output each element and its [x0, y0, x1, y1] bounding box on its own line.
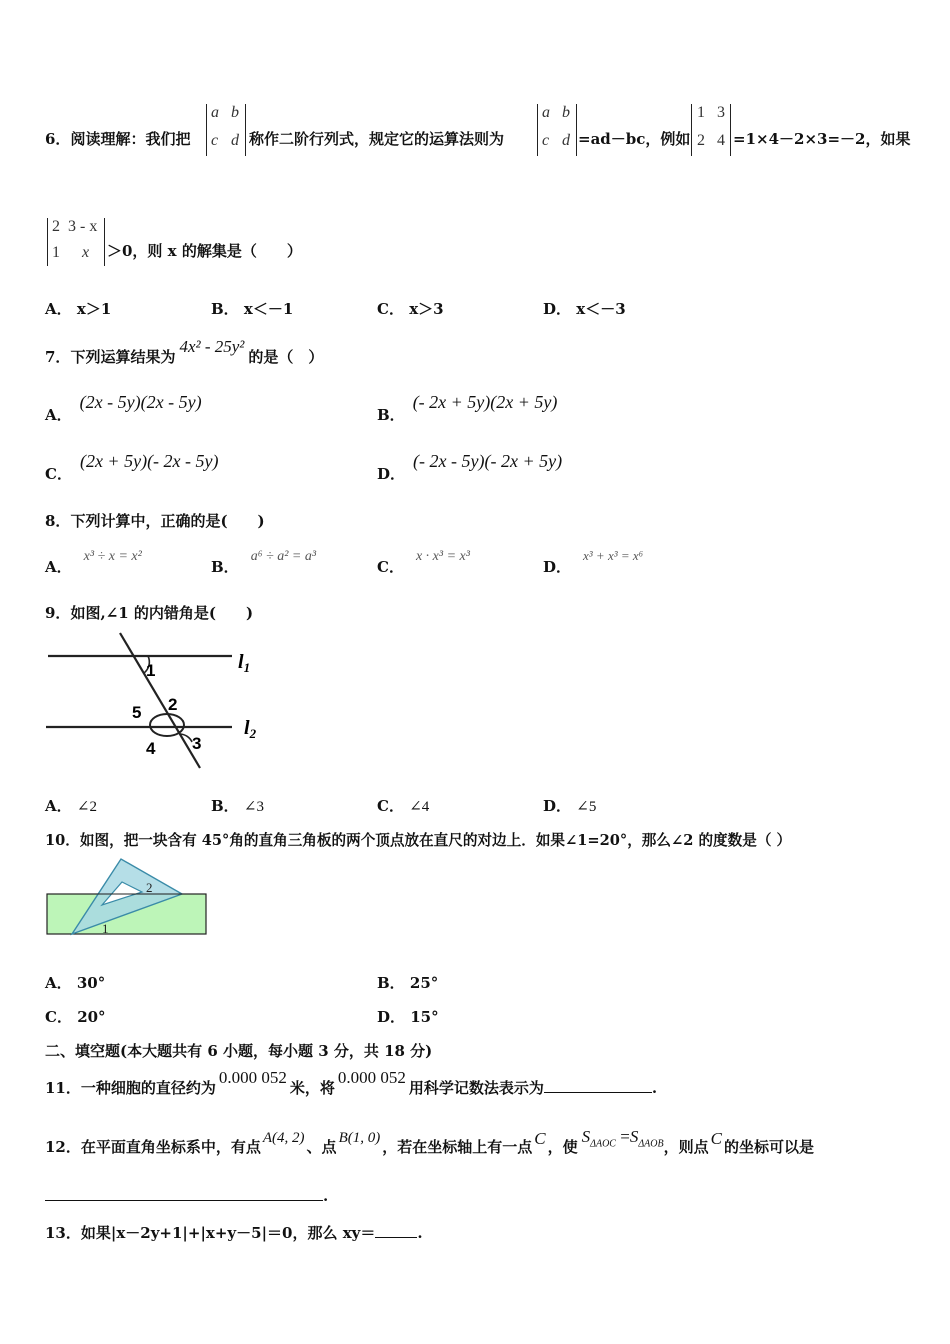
q12-answer-line: .: [45, 1186, 328, 1205]
q9-angle-4: 4: [146, 739, 156, 758]
q6-det-example: 1 3 2 4: [691, 104, 731, 156]
q12-answer-blank[interactable]: [45, 1186, 323, 1201]
q7-option-a: A．(2x - 5y)(2x - 5y): [45, 392, 202, 424]
q10-line: 10．如图，把一块含有 45°角的直角三角板的两个顶点放在直尺的对边上．如果∠1=20°，那么∠2 的度数是（ ）: [45, 832, 792, 849]
q6-det-generic: a b c d: [206, 104, 246, 156]
q9-figure: [40, 630, 280, 775]
q10-option-d: D． 15°: [377, 1008, 439, 1026]
q8-option-a: A．x³ ÷ x = x²: [45, 549, 142, 576]
q12-line: 12．在平面直角坐标系中，有点 A(4, 2) 、点 B(1, 0) ，若在坐标轴上有一点 C ，使$S_{\Delta AOC} =S_{\Delta AOB}$，则点 C 的坐标可以是: [45, 1127, 814, 1156]
q6-condition: ＞0，则 x 的解集是（ ）: [107, 242, 302, 260]
q10-figure: [44, 855, 214, 940]
q9-label-l1: $l_1$: [238, 651, 251, 675]
q9-line: 9．如图,∠1 的内错角是( ): [45, 604, 254, 622]
q9-transversal: [120, 633, 200, 768]
q10-angle-1: 1: [102, 921, 109, 936]
q9-label-l2: $l_2$: [244, 717, 257, 741]
q10-angle-2: 2: [146, 880, 153, 895]
q8-option-b: B．a⁶ ÷ a² = a³: [211, 549, 317, 576]
q9-arc-ellipse: [150, 714, 184, 736]
q6-rule: =ad－bc，例如: [578, 130, 691, 148]
q6-example: =1×4－2×3=－2，如果: [733, 130, 911, 148]
q13-answer-blank[interactable]: [375, 1223, 417, 1238]
q9-option-a: A． ∠2: [45, 797, 97, 815]
q6-intro: 阅读理解：我们把: [70, 130, 191, 148]
q6-mid1: 称作二阶行列式，规定它的运算法则为: [249, 130, 505, 148]
q8-option-c: C．x · x³ = x³: [377, 549, 470, 576]
q6-option-b: B． x＜－1: [211, 300, 294, 318]
q6-option-d: D． x＜－3: [543, 300, 626, 318]
q8-option-d: D．x³ + x³ = x⁶: [543, 548, 644, 576]
q9-angle-1: 1: [146, 661, 156, 680]
q7-expr: 4x² - 25y²: [179, 337, 245, 356]
q9-angle-2: 2: [168, 695, 178, 714]
q6-number: 6．: [45, 130, 71, 148]
q9-option-b: B． ∠3: [211, 797, 264, 815]
q10-option-a: A． 30°: [45, 974, 106, 992]
q6-option-a: A． x＞1: [45, 300, 112, 318]
q9-angle-5: 5: [132, 703, 142, 722]
q9-option-d: D． ∠5: [543, 797, 597, 815]
q10-option-b: B． 25°: [377, 974, 439, 992]
q11-line: 11．一种细胞的直径约为0.000 052米，将0.000 052用科学记数法表示为 .: [45, 1068, 658, 1097]
q8-line: 8．下列计算中，正确的是( ): [45, 512, 265, 530]
q9-option-c: C． ∠4: [377, 797, 430, 815]
q7-line: 7．下列运算结果为4x² - 25y²的是（ ）: [45, 337, 324, 366]
q6-option-c: C． x＞3: [377, 300, 444, 318]
q7-option-c: C．(2x + 5y)(- 2x - 5y): [45, 451, 219, 483]
q11-answer-blank[interactable]: [544, 1078, 652, 1093]
section-2-heading: 二、填空题(本大题共有 6 小题，每小题 3 分，共 18 分): [45, 1042, 433, 1060]
q6-line1: [45, 128, 190, 149]
q7-option-d: D．(- 2x - 5y)(- 2x + 5y): [377, 451, 563, 483]
q10-option-c: C． 20°: [45, 1008, 106, 1026]
q9-angle-3: 3: [192, 734, 202, 753]
q13-line: 13．如果|x－2y+1|+|x+y－5|＝0，那么 xy＝ .: [45, 1224, 423, 1242]
q7-option-b: B．(- 2x + 5y)(2x + 5y): [377, 392, 558, 424]
q6-det-rule: a b c d: [537, 104, 577, 156]
q6-det-condition: 2 3 - x 1 x: [47, 218, 105, 266]
